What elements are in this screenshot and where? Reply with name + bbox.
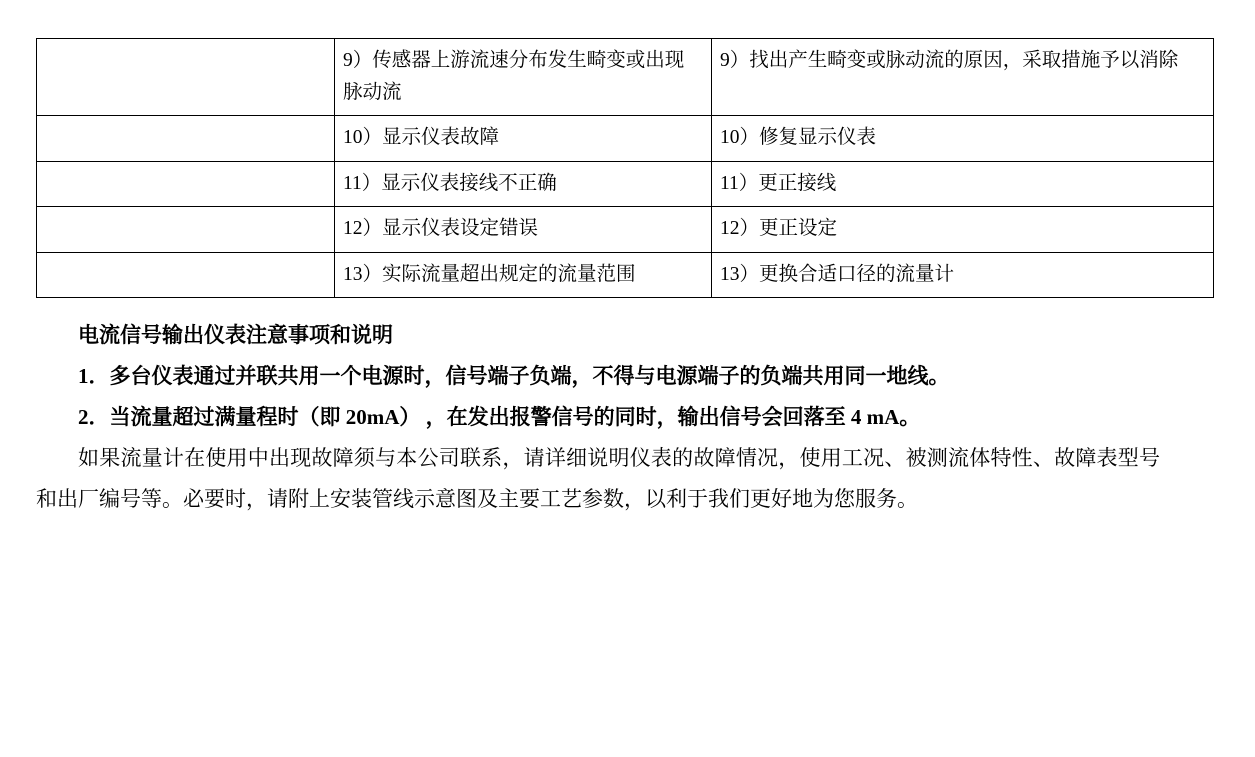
table-cell-cause: 11）显示仪表接线不正确	[335, 161, 712, 207]
fault-troubleshooting-table	[36, 38, 1214, 298]
table-cell-fix: 12）更正设定	[712, 207, 1214, 253]
table-cell-cause: 9）传感器上游流速分布发生畸变或出现脉动流	[335, 39, 712, 116]
table-cell-blank	[37, 207, 335, 253]
table-body	[37, 39, 1214, 298]
table-cell-blank	[37, 252, 335, 298]
table-row	[37, 207, 1214, 253]
note-item-1: 1．多台仪表通过并联共用一个电源时，信号端子负端，不得与电源端子的负端共用同一地线。	[78, 364, 950, 389]
table-cell-fix: 9）找出产生畸变或脉动流的原因，采取措施予以消除	[712, 39, 1214, 116]
table-cell-cause: 13）实际流量超出规定的流量范围	[335, 252, 712, 298]
table-row	[37, 252, 1214, 298]
table-cell-blank	[37, 116, 335, 162]
table-cell-cause: 10）显示仪表故障	[335, 116, 712, 162]
closing-paragraph: 如果流量计在使用中出现故障须与本公司联系，请详细说明仪表的故障情况，使用工况、被测流体特性、故障表型号和出厂编号等。必要时，请附上安装管线示意图及主要工艺参数，以利于我们更好地为您服务。	[36, 446, 1160, 512]
table-cell-fix: 10）修复显示仪表	[712, 116, 1214, 162]
table-cell-cause: 12）显示仪表设定错误	[335, 207, 712, 253]
table-row	[37, 39, 1214, 116]
body-text-block	[36, 315, 1160, 520]
table-cell-blank	[37, 161, 335, 207]
table-cell-blank	[37, 39, 335, 116]
note-item-2: 2．当流量超过满量程时（即 20mA） ，在发出报警信号的同时，输出信号会回落至 4 mA。	[78, 405, 921, 430]
table-row	[37, 116, 1214, 162]
table-cell-fix: 11）更正接线	[712, 161, 1214, 207]
table-row	[37, 161, 1214, 207]
section-heading: 电流信号输出仪表注意事项和说明	[78, 323, 393, 348]
table-cell-fix: 13）更换合适口径的流量计	[712, 252, 1214, 298]
